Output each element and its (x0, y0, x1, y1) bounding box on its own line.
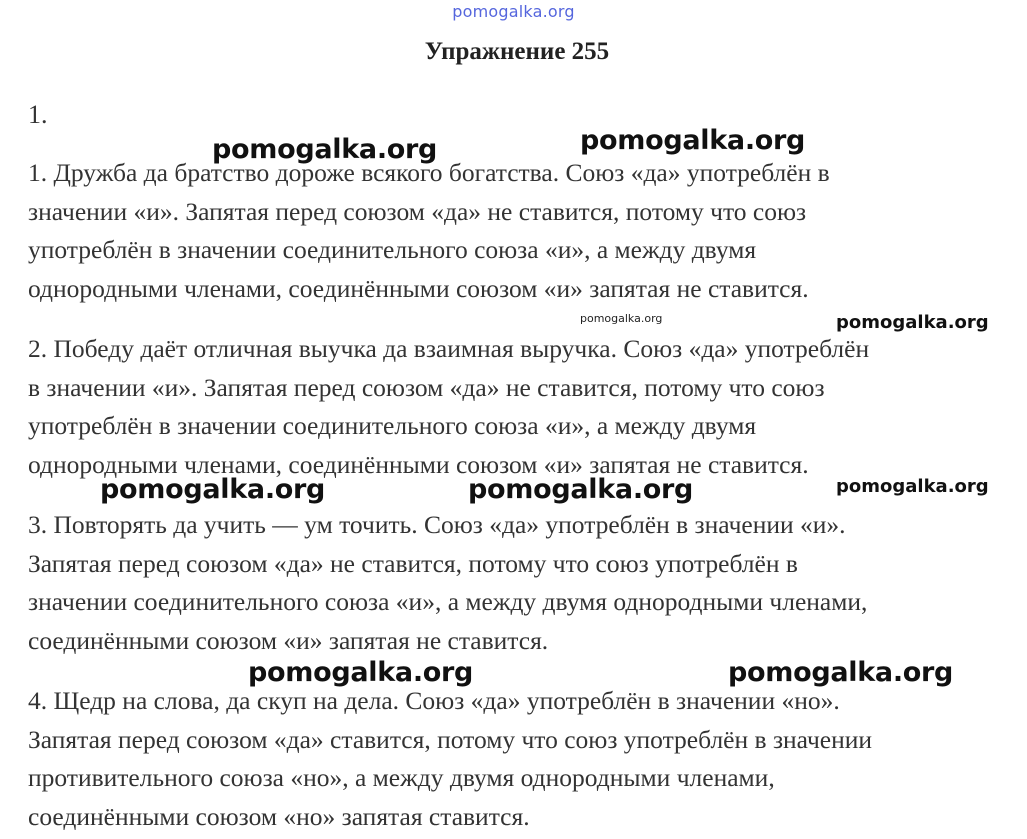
text-line: значении «и». Запятая перед союзом «да» не ставится, потому что союз (28, 196, 807, 226)
text-line: значении соединительного союза «и», а между двумя однородными членами, (28, 587, 868, 616)
watermark: pomogalka.org (468, 474, 694, 505)
watermark: pomogalka.org (580, 312, 663, 325)
part-number: 1. (28, 100, 48, 129)
text-line: однородными членами, соединёнными союзом «и» запятая не ставится. (28, 273, 809, 303)
text-line: 1. Дружба да братство дороже всякого богатства. Союз «да» употреблён в (28, 158, 830, 187)
paragraph-2 (28, 330, 1018, 484)
watermark: pomogalka.org (728, 657, 954, 688)
text-line: 3. Повторять да учить — ум точить. Союз «да» употреблён в значении «и». (28, 510, 846, 539)
site-link[interactable]: pomogalka.org (452, 2, 575, 21)
watermark: pomogalka.org (836, 312, 989, 333)
watermark: pomogalka.org (580, 125, 806, 156)
page-title: Упражнение 255 (424, 38, 610, 65)
watermark: pomogalka.org (100, 474, 326, 505)
text-line: 4. Щедр на слова, да скуп на дела. Союз «да» употреблён в значении «но». (28, 686, 840, 715)
watermark: pomogalka.org (248, 657, 474, 688)
paragraph-1 (28, 154, 1018, 308)
text-line: однородными членами, соединёнными союзом «и» запятая не ставится. (28, 449, 809, 479)
watermark: pomogalka.org (212, 134, 438, 165)
text-line: употреблён в значении соединительного союза «и», а между двумя (28, 411, 757, 440)
text-line: 2. Победу даёт отличная выучка да взаимная выручка. Союз «да» употреблён (28, 334, 870, 363)
text-line: употреблён в значении соединительного союза «и», а между двумя (28, 235, 757, 264)
watermark: pomogalka.org (836, 476, 989, 497)
paragraph-3 (28, 506, 1018, 660)
text-line: соединёнными союзом «и» запятая не ставится. (28, 625, 549, 655)
text-line: Запятая перед союзом «да» не ставится, потому что союз употреблён в (28, 548, 798, 578)
paragraph-4 (28, 682, 1018, 836)
text-line: соединёнными союзом «но» запятая ставится. (28, 801, 530, 831)
text-line: Запятая перед союзом «да» ставится, потому что союз употреблён в значении (28, 724, 873, 754)
text-line: в значении «и». Запятая перед союзом «да» не ставится, потому что союз (28, 372, 825, 402)
text-line: противительного союза «но», а между двумя однородными членами, (28, 763, 775, 792)
